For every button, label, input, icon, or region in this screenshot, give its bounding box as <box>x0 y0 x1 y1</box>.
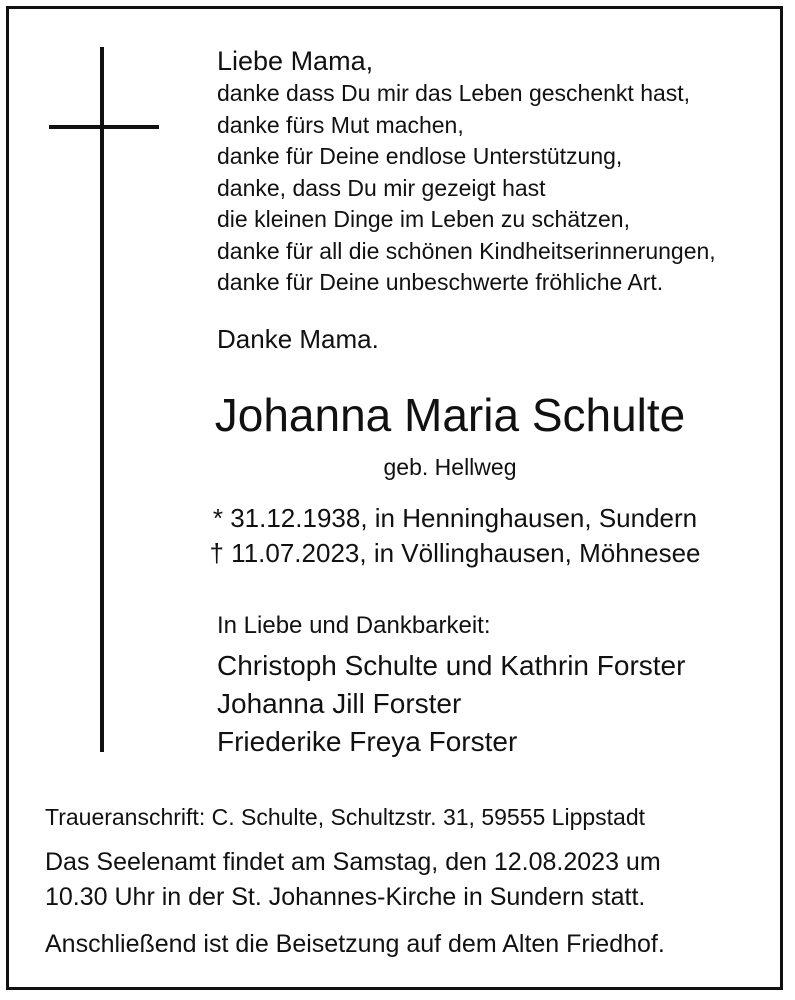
service-info-line-1: Das Seelenamt findet am Samstag, den 12.08.2023 um <box>45 848 661 876</box>
cross-vertical-bar <box>100 47 104 752</box>
poem-line: danke für all die schönen Kindheitserinnerungen, <box>217 237 716 264</box>
death-date: † 11.07.2023, in Völlinghausen, Möhnesee <box>209 538 701 568</box>
poem-closing: Danke Mama. <box>217 324 379 354</box>
poem-line: danke für Deine unbeschwerte fröhliche Art. <box>217 269 664 295</box>
family-member: Friederike Freya Forster <box>217 726 518 757</box>
cross-horizontal-bar <box>49 125 159 129</box>
poem-line: danke für Deine endlose Unterstützung, <box>217 143 623 169</box>
mourning-address: Traueranschrift: C. Schulte, Schultzstr. 31, 59555 Lippstadt <box>45 804 646 830</box>
poem-line: danke, dass Du mir gezeigt hast <box>217 174 546 201</box>
deceased-name: Johanna Maria Schulte <box>214 389 686 441</box>
maiden-name: geb. Hellweg <box>383 454 517 480</box>
family-member: Christoph Schulte und Kathrin Forster <box>217 650 686 681</box>
birth-date: * 31.12.1938, in Henninghausen, Sundern <box>212 503 698 533</box>
poem <box>217 44 777 299</box>
burial-info: Anschließend ist die Beisetzung auf dem Alten Friedhof. <box>45 930 665 958</box>
family-intro: In Liebe und Dankbarkeit: <box>217 612 491 639</box>
service-info-line-2: 10.30 Uhr in der St. Johannes-Kirche in Sundern statt. <box>45 883 646 911</box>
poem-line: danke fürs Mut machen, <box>217 111 464 138</box>
poem-line: danke dass Du mir das Leben geschenkt hast, <box>217 80 691 106</box>
poem-line: die kleinen Dinge im Leben zu schätzen, <box>217 206 630 232</box>
poem-greeting: Liebe Mama, <box>217 46 374 76</box>
family-member: Johanna Jill Forster <box>217 688 462 719</box>
